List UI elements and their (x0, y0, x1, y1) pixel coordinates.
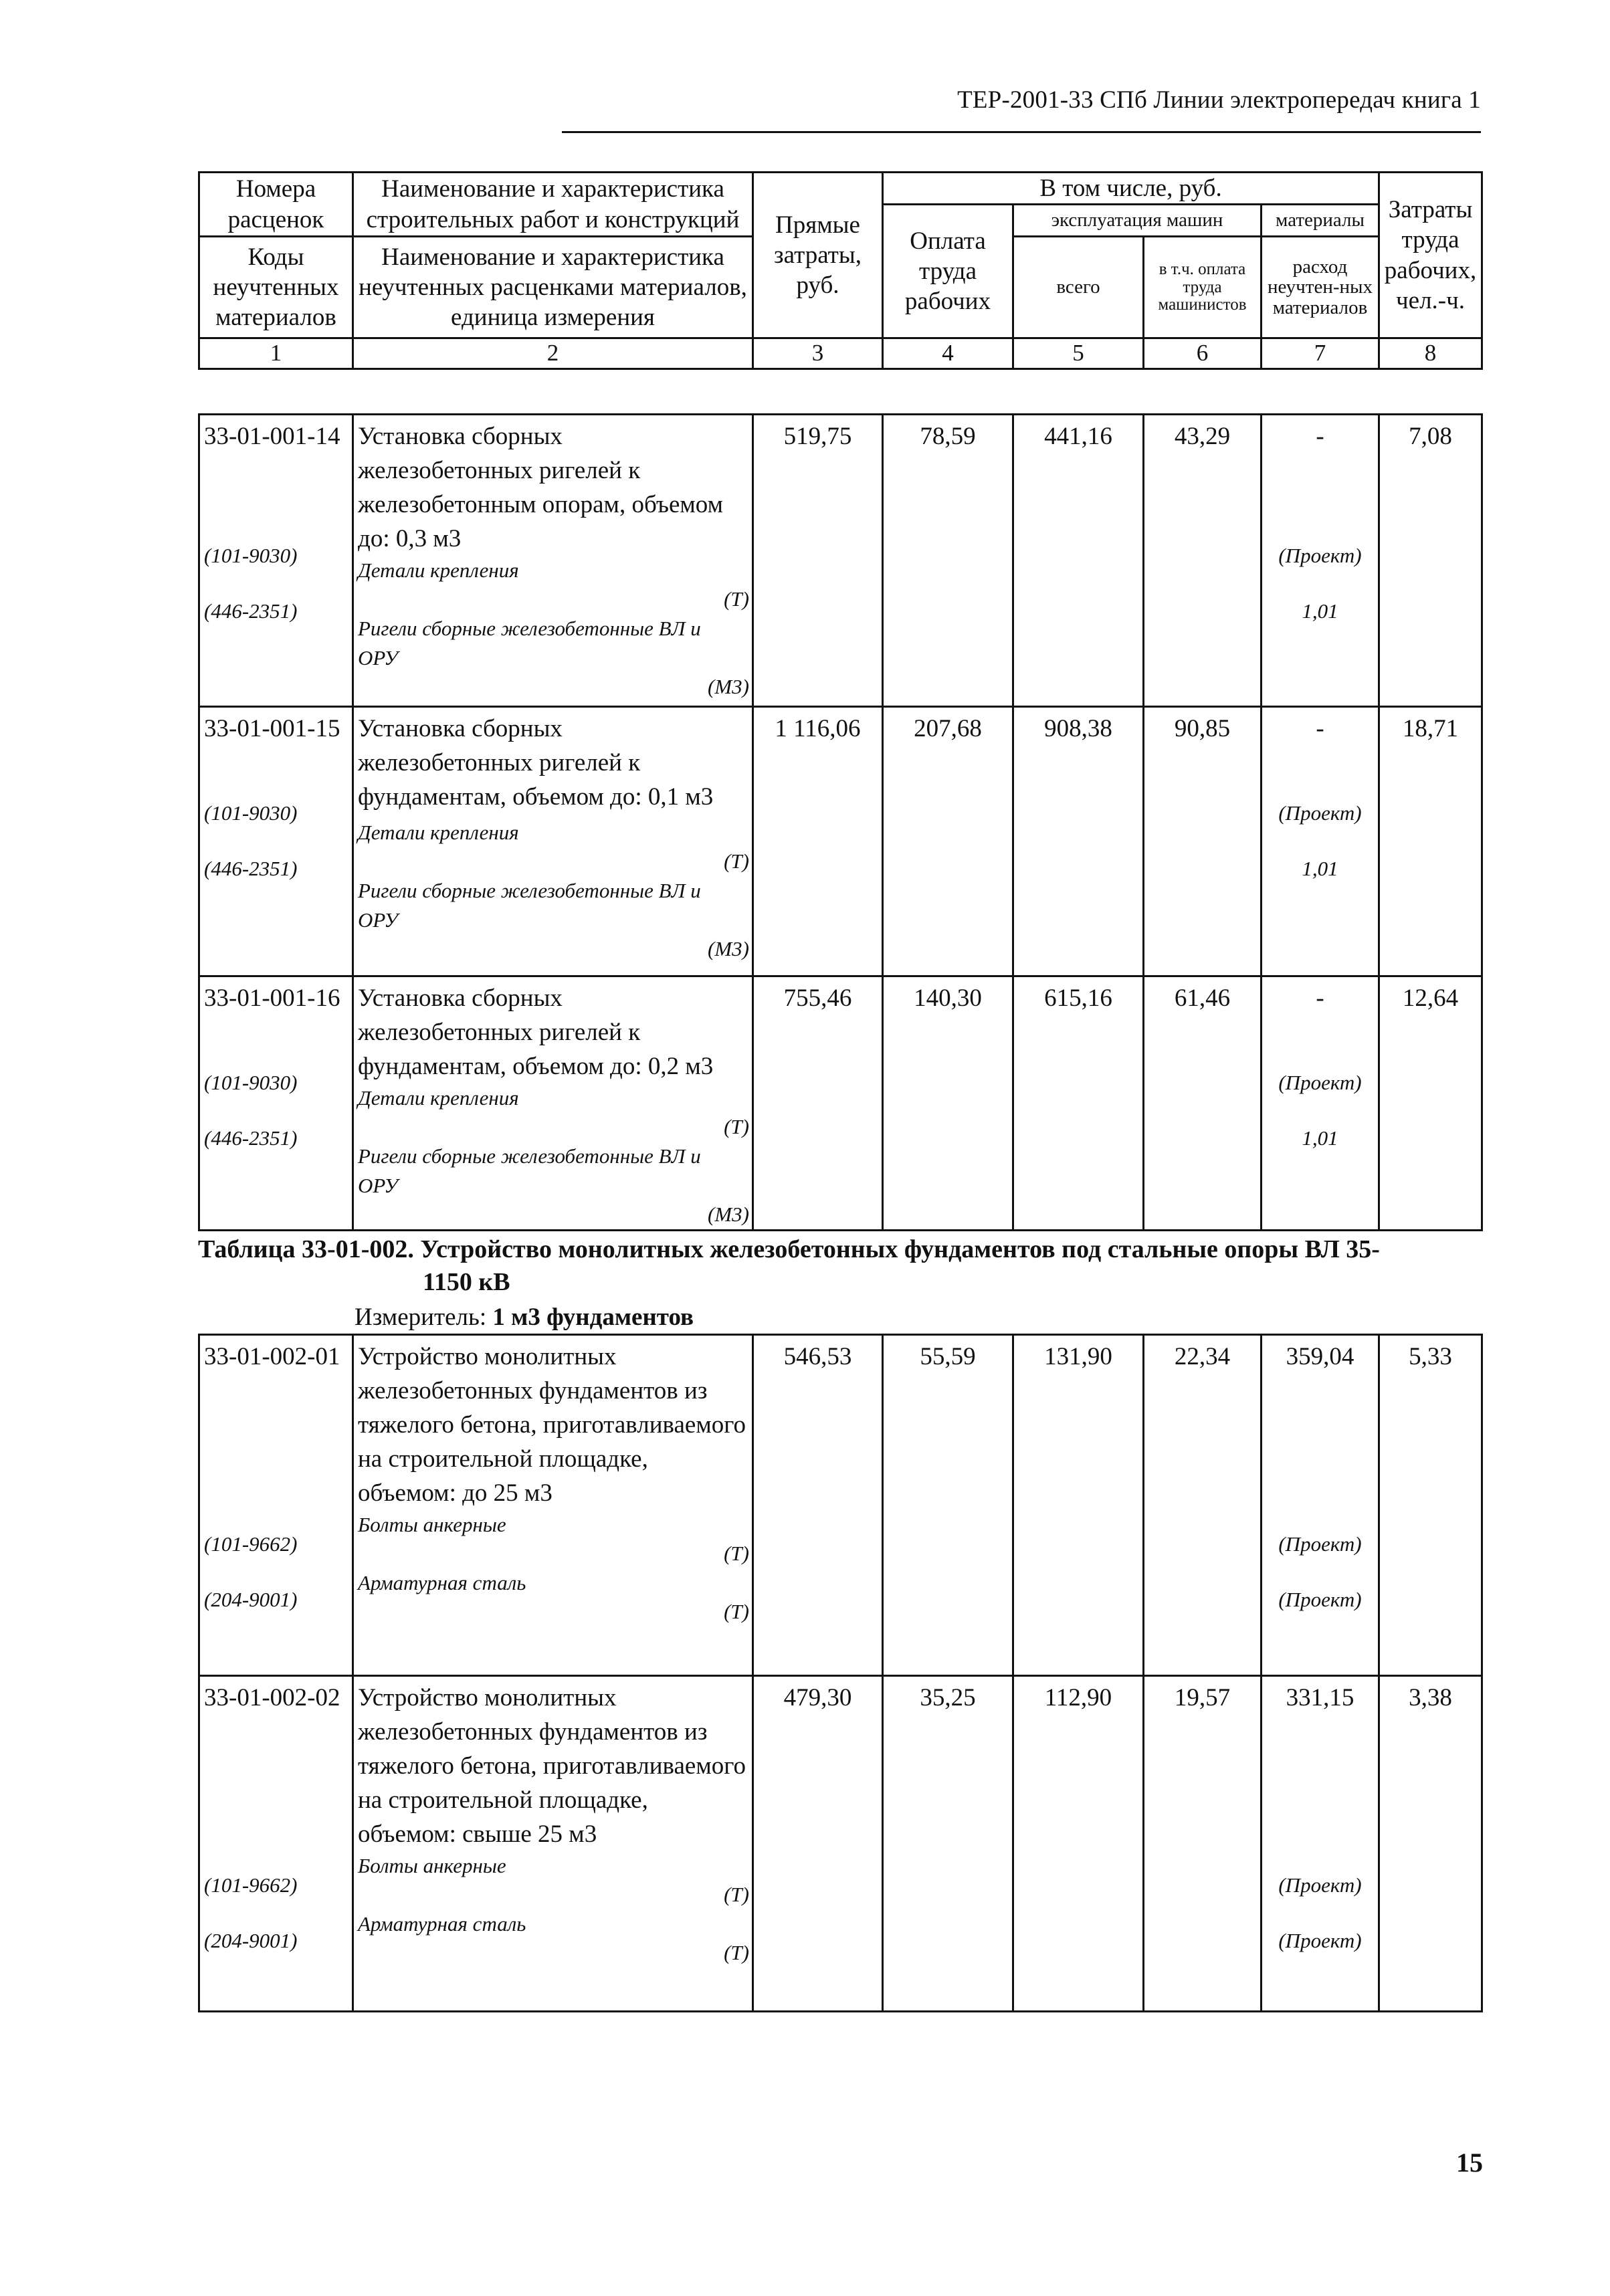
table-title-line: 1150 кВ (423, 1268, 510, 1297)
labor-hours: 3,38 (1379, 1676, 1482, 2012)
worker-pay: 55,59 (883, 1335, 1013, 1676)
header-operator-pay: в т.ч. оплата труда машинистов (1144, 237, 1262, 338)
work-description-cell (353, 415, 753, 707)
meter-label: Измеритель: (355, 1303, 487, 1331)
machines-total: 908,38 (1013, 707, 1144, 976)
material-unit: (М3) (708, 936, 749, 960)
table-row (199, 1676, 1482, 2012)
machines-total: 615,16 (1013, 976, 1144, 1231)
column-number: 1 (199, 338, 353, 369)
rate-code-cell (199, 976, 353, 1231)
column-number: 7 (1262, 338, 1379, 369)
operator-pay: 43,29 (1144, 415, 1262, 707)
column-number: 2 (353, 338, 753, 369)
material-unit: (Т) (724, 1883, 749, 1907)
work-description: Установка сборных железобетонных ригелей к железобетонным опорам, объемом до: 0,3 м3 (358, 423, 724, 553)
material-consumption: - (1316, 715, 1324, 742)
operator-pay: 61,46 (1144, 976, 1262, 1231)
material-name: Ригели сборные железобетонные ВЛ и ОРУ (358, 878, 701, 932)
worker-pay: 78,59 (883, 415, 1013, 707)
table-row (199, 707, 1482, 976)
material-consumption-cell (1262, 976, 1379, 1231)
header-material-consumption: расход неучтен-ных материалов (1262, 237, 1379, 338)
work-description: Установка сборных железобетонных ригелей к фундаментам, объемом до: 0,2 м3 (358, 984, 714, 1081)
material-code: (446-2351) (204, 856, 298, 880)
rate-code: 33-01-002-01 (204, 1343, 340, 1370)
machines-total: 131,90 (1013, 1335, 1144, 1676)
rate-code: 33-01-001-14 (204, 423, 340, 450)
labor-hours: 12,64 (1379, 976, 1482, 1231)
material-code: (204-9001) (204, 1928, 298, 1952)
material-code: (446-2351) (204, 599, 298, 623)
header-materials: материалы (1262, 205, 1379, 237)
material-consumption: 359,04 (1286, 1343, 1354, 1370)
measurement-unit (355, 1303, 694, 1332)
material-value: (Проект) (1278, 1532, 1362, 1556)
page-number: 15 (1456, 2148, 1483, 2178)
material-value: 1,01 (1302, 856, 1338, 880)
rate-code-cell (199, 415, 353, 707)
column-number: 8 (1379, 338, 1482, 369)
rates-table-33-01-002 (198, 1334, 1483, 2012)
worker-pay: 35,25 (883, 1676, 1013, 2012)
material-value: (Проект) (1278, 1071, 1362, 1095)
material-consumption-cell (1262, 415, 1379, 707)
rate-code-cell (199, 707, 353, 976)
material-code: (204-9001) (204, 1587, 298, 1611)
material-consumption-cell (1262, 1335, 1379, 1676)
direct-costs: 479,30 (753, 1676, 883, 2012)
material-name: Детали крепления (358, 1086, 519, 1110)
meter-value: 1 м3 фундаментов (492, 1303, 694, 1331)
direct-costs: 1 116,06 (753, 707, 883, 976)
header-worker-pay: Оплата труда рабочих (883, 205, 1013, 338)
material-code: (101-9030) (204, 801, 298, 825)
header-material-codes: Коды неучтенных материалов (199, 237, 353, 338)
material-name: Болты анкерные (358, 1513, 506, 1537)
header-including: В том числе, руб. (883, 173, 1379, 205)
material-consumption: 331,15 (1286, 1684, 1354, 1711)
material-code: (101-9030) (204, 544, 298, 568)
column-number: 5 (1013, 338, 1144, 369)
table-row (199, 1335, 1482, 1676)
material-code: (101-9030) (204, 1071, 298, 1095)
labor-hours: 7,08 (1379, 415, 1482, 707)
work-description-cell (353, 1335, 753, 1676)
machines-total: 112,90 (1013, 1676, 1144, 2012)
material-name: Болты анкерные (358, 1854, 506, 1878)
labor-hours: 18,71 (1379, 707, 1482, 976)
work-description: Устройство монолитных железобетонных фундаментов из тяжелого бетона, приготавливаемого на строительной площадке, объемом: до 25 м3 (358, 1343, 746, 1507)
column-number: 3 (753, 338, 883, 369)
material-value: 1,01 (1302, 1126, 1338, 1150)
operator-pay: 90,85 (1144, 707, 1262, 976)
material-name: Арматурная сталь (358, 1571, 526, 1595)
header-rate-numbers: Номера расценок (199, 173, 353, 237)
rate-code: 33-01-001-15 (204, 715, 340, 742)
header-machine-operation: эксплуатация машин (1013, 205, 1262, 237)
labor-hours: 5,33 (1379, 1335, 1482, 1676)
rates-table-33-01-001 (198, 413, 1483, 1231)
operator-pay: 19,57 (1144, 1676, 1262, 2012)
material-name: Детали крепления (358, 558, 519, 583)
material-value: (Проект) (1278, 1928, 1362, 1952)
material-unit: (М3) (708, 1202, 749, 1226)
header-work-name: Наименование и характеристика строительных работ и конструкций (353, 173, 753, 237)
header-rule (562, 131, 1481, 133)
rate-code-cell (199, 1676, 353, 2012)
rate-code: 33-01-002-02 (204, 1684, 340, 1711)
operator-pay: 22,34 (1144, 1335, 1262, 1676)
rate-code: 33-01-001-16 (204, 984, 340, 1012)
direct-costs: 755,46 (753, 976, 883, 1231)
worker-pay: 207,68 (883, 707, 1013, 976)
material-consumption: - (1316, 423, 1324, 450)
material-unit: (Т) (724, 1542, 749, 1566)
work-description-cell (353, 1676, 753, 2012)
table-row (199, 415, 1482, 707)
material-value: (Проект) (1278, 1873, 1362, 1897)
work-description: Устройство монолитных железобетонных фундаментов из тяжелого бетона, приготавливаемого на строительной площадке, объемом: свыше 25 м3 (358, 1684, 746, 1849)
material-unit: (М3) (708, 675, 749, 698)
material-name: Ригели сборные железобетонные ВЛ и ОРУ (358, 1144, 701, 1197)
header-material-names: Наименование и характеристика неучтенных расценками материалов, единица измерения (353, 237, 753, 338)
header-labor-hours: Затраты труда рабочих, чел.-ч. (1379, 173, 1482, 338)
header-machines-total: всего (1013, 237, 1144, 338)
material-name: Детали крепления (358, 821, 519, 845)
table-title (198, 1233, 1481, 1299)
work-description-cell (353, 707, 753, 976)
column-number: 6 (1144, 338, 1262, 369)
material-name: Ригели сборные железобетонные ВЛ и ОРУ (358, 616, 701, 669)
material-code: (446-2351) (204, 1126, 298, 1150)
table-title-line: Таблица 33-01-002. Устройство монолитных железобетонных фундаментов под стальные опоры ВЛ 35- (198, 1235, 1380, 1263)
running-head: ТЕР-2001-33 СПб Линии электропередач книга 1 (957, 86, 1481, 114)
material-code: (101-9662) (204, 1873, 298, 1897)
direct-costs: 546,53 (753, 1335, 883, 1676)
material-consumption-cell (1262, 707, 1379, 976)
rate-code-cell (199, 1335, 353, 1676)
column-number: 4 (883, 338, 1013, 369)
material-unit: (Т) (724, 1600, 749, 1624)
worker-pay: 140,30 (883, 976, 1013, 1231)
material-unit: (Т) (724, 1115, 749, 1139)
material-consumption: - (1316, 984, 1324, 1012)
direct-costs: 519,75 (753, 415, 883, 707)
work-description: Установка сборных железобетонных ригелей к фундаментам, объемом до: 0,1 м3 (358, 715, 714, 811)
table-row (199, 976, 1482, 1231)
material-unit: (Т) (724, 587, 749, 611)
material-value: (Проект) (1278, 1587, 1362, 1611)
work-description-cell (353, 976, 753, 1231)
material-consumption-cell (1262, 1676, 1379, 2012)
material-value: (Проект) (1278, 801, 1362, 825)
material-unit: (Т) (724, 1941, 749, 1965)
material-value: (Проект) (1278, 544, 1362, 568)
machines-total: 441,16 (1013, 415, 1144, 707)
column-header-table (198, 171, 1483, 370)
material-code: (101-9662) (204, 1532, 298, 1556)
material-value: 1,01 (1302, 599, 1338, 623)
material-unit: (Т) (724, 849, 749, 873)
material-name: Арматурная сталь (358, 1912, 526, 1936)
header-direct-costs: Прямые затраты, руб. (753, 173, 883, 338)
